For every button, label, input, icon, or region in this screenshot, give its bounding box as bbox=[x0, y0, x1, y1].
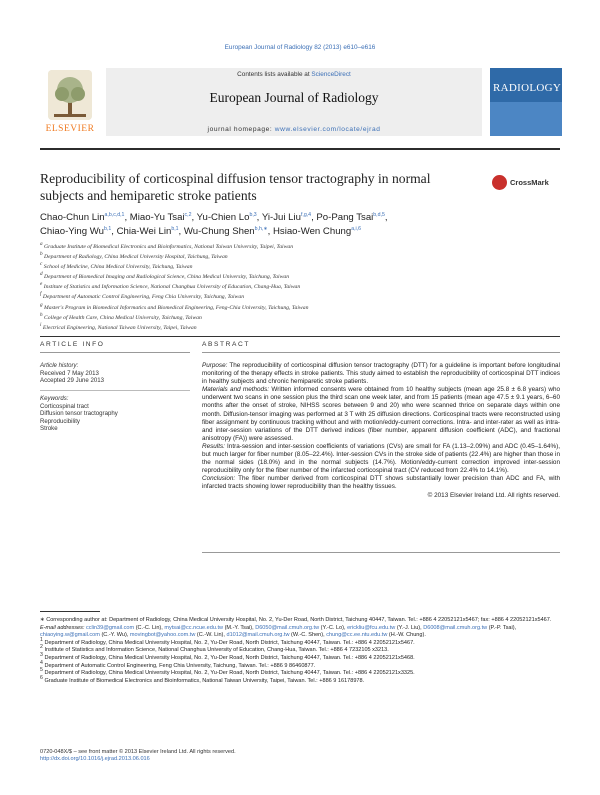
keywords-block bbox=[40, 395, 190, 433]
masthead-banner bbox=[106, 68, 482, 136]
article-history bbox=[40, 362, 190, 385]
received-date: Received 7 May 2013 bbox=[40, 369, 99, 377]
journal-homepage bbox=[106, 126, 482, 133]
issn-line: 0720-048X/$ – see front matter © 2013 Elsevier Ireland Ltd. All rights reserved. bbox=[40, 749, 236, 755]
email-link[interactable]: erickliu@fcu.edu.tw bbox=[347, 624, 396, 631]
cover-title: RADIOLOGY bbox=[493, 82, 562, 94]
crossmark-icon bbox=[492, 175, 507, 190]
author: Po-Pang Tsai$^{b,d,5}$, bbox=[316, 211, 388, 223]
affiliation: $^b$ Department of Radiology, China Medical University Hospital, Taichung, Taiwan bbox=[40, 251, 228, 261]
numbered-footnote: $^4$ Department of Automatic Control Engineering, Feng Chia University, Taichung, Taiwan. Tel.: +886 9 86460877. bbox=[40, 659, 316, 669]
doi-link[interactable]: http://dx.doi.org/10.1016/j.ejrad.2013.06.016 bbox=[40, 756, 150, 763]
journal-masthead bbox=[40, 68, 560, 138]
footnote-rule bbox=[40, 611, 100, 612]
author-list bbox=[40, 211, 560, 238]
author: Yu-Chien Lo$^{b,3}$, bbox=[196, 211, 262, 223]
affiliation: $^a$ Graduate Institute of Biomedical Electronics and Bioinformatics, National Taiwan University, Taipei, Taiwan bbox=[40, 241, 294, 250]
journal-reference[interactable]: European Journal of Radiology 82 (2013) e610–e616 bbox=[224, 44, 376, 51]
affiliation: $^g$ Master's Program in Biomedical Informatics and Biomedical Engineering, Feng-Chia University, Taichung, Taiwan bbox=[40, 301, 309, 311]
journal-cover-thumbnail bbox=[490, 68, 562, 136]
cover-graphic bbox=[490, 102, 562, 136]
contents-line bbox=[106, 71, 482, 78]
email-link[interactable]: D6008@mail.cmuh.org.tw bbox=[423, 624, 488, 631]
author: Chiao-Ying Wu$^{b,1}$, bbox=[40, 225, 117, 237]
contents-prefix: Contents lists available at bbox=[237, 71, 312, 78]
crossmark-label: CrossMark bbox=[510, 178, 549, 187]
abstract-results: Results: Intra-session and inter-session coefficients of variations (CVs) are small for FA (1.13–2.09%) and ADC (0.45–1.64%), but much larger for fiber number (8.05–22.4%). Inter-session CVs in the stroke side of patients (22.4%) are higher than those in the normal sides (18.0%) and in the normal subjects (14.7%). Motion/eddy-current correction improved inter-session reproducibility only for the fiber number of the infarcted corticospinal tract (CV reduced from 22.4% to 14.1%). bbox=[202, 442, 560, 475]
footnotes bbox=[40, 617, 560, 685]
author-affil-marker[interactable]: b,h,∗ bbox=[254, 225, 268, 232]
email-link[interactable]: mytsai@cc.ncue.edu.tw bbox=[164, 624, 224, 631]
author: Hsiao-Wen Chung$^{a,i,6}$ bbox=[272, 225, 362, 237]
email-addresses: E-mail addresses: cclin39@gmail.com (C.-C. Lin), mytsai@cc.ncue.edu.tw (M.-Y. Tsai), D6050@mail.cmuh.org.tw (Y.-C. Lo), erickliu@fcu.edu.tw (Y.-J. Liu), D6008@mail.cmuh.org.tw (P.-P. Tsai), chiaoying.w@gmail.com (C.-Y. Wu), movingbot@yahoo.com.tw (C.-W. Lin), d1012@mail.cmuh.org.tw (W.-C. Shen), chung@cc.ee.ntu.edu.tw (H.-W. Chung). bbox=[40, 624, 517, 639]
email-link[interactable]: movingbot@yahoo.com.tw bbox=[129, 632, 196, 639]
numbered-footnote: $^3$ Department of Radiology, China Medical University Hospital, No. 2, Yu-Der Road, North District, Taichung 40447, Taiwan. Tel.: +886 4 22052121x5468. bbox=[40, 652, 415, 661]
author: Chao-Chun Lin$^{a,b,c,d,1}$, bbox=[40, 211, 130, 223]
history-label: Article history: bbox=[40, 362, 79, 369]
section-divider bbox=[40, 336, 560, 337]
article-title: Reproducibility of corticospinal diffusion tensor tractography in normal subjects and hemiparetic stroke patients bbox=[40, 171, 431, 203]
abstract-conclusion: Conclusion: The fiber number derived from corticospinal DTT shows substantially lower precision than ADC and FA, with infarcted tracts showing lower reproducibility than the healthy tissues. bbox=[202, 475, 560, 491]
author: Miao-Yu Tsai$^{c,2}$, bbox=[129, 211, 197, 223]
author-affil-marker[interactable]: b,d,5 bbox=[373, 211, 385, 218]
elsevier-logo bbox=[40, 70, 100, 136]
homepage-link[interactable]: www.elsevier.com/locate/ejrad bbox=[274, 126, 381, 133]
abstract-end-rule bbox=[202, 552, 560, 553]
author-affil-marker[interactable]: b,1 bbox=[171, 225, 179, 232]
abstract-methods: Materials and methods: Written informed consents were obtained from 10 healthy subjects (mean age 25.8 ± 6.8 years) who underwent two scans in one session plus the third scan one week later, and from 15 patients (mean age 47.5 ± 9.1 years, 6–60 months after the onset of stroke, NIHSS scores between 9 and 20) who were scanned thrice on separate days within one month. Diffusion-tensor imaging was performed at 3 T with 25 diffusion directions. Corticospinal tracts were reconstructed using fiber assignment by continuous tracking without and with motion/eddy-current corrections. Intra- and inter-rater as well as intra- and inter-session variations of the DTT derived indices (fiber number, apparent diffusion coefficient (ADC), and fractional anisotropy (FA)) were assessed. bbox=[202, 386, 561, 442]
affiliation: $^c$ School of Medicine, China Medical University, Taichung, Taiwan bbox=[40, 261, 193, 271]
author-affil-marker[interactable]: a,i,6 bbox=[351, 225, 362, 232]
affiliation: $^d$ Department of Biomedical Imaging and Radiological Science, China Medical University, Taichung, Taiwan bbox=[40, 271, 290, 281]
info-divider bbox=[40, 390, 190, 391]
elsevier-tree-icon bbox=[48, 70, 92, 120]
email-link[interactable]: chiaoying.w@gmail.com bbox=[40, 632, 100, 639]
abstract-body bbox=[202, 362, 560, 500]
abstract-purpose: Purpose: The reproducibility of corticospinal diffusion tensor tractography (DTT) for a guideline is important before longitudinal monitoring of the therapy effects in stroke patients. This study aimed to establish the reproducibility of corticospinal DTT indices in healthy subjects and chronic hemiparetic stroke patients. bbox=[202, 362, 560, 386]
affiliation: $^f$ Department of Automatic Control Engineering, Feng Chia University, Taichung, Taiwan bbox=[40, 291, 245, 301]
abstract-heading: ABSTRACT bbox=[202, 341, 250, 348]
sciencedirect-link[interactable]: ScienceDirect bbox=[311, 71, 351, 78]
numbered-footnote: $^5$ Department of Radiology, China Medical University Hospital, No. 2, Yu-Der Road, North District, Taichung 40447, Taiwan. Tel.: +886 4 22052121x3325. bbox=[40, 667, 415, 677]
journal-name: European Journal of Radiology bbox=[209, 90, 379, 105]
abstract-copyright: © 2013 Elsevier Ireland Ltd. All rights reserved. bbox=[427, 491, 560, 499]
accepted-date: Accepted 29 June 2013 bbox=[40, 377, 105, 385]
crossmark-badge[interactable] bbox=[492, 175, 560, 191]
masthead-divider bbox=[40, 148, 560, 150]
author-affil-marker[interactable]: b,3 bbox=[249, 211, 257, 218]
author: Wu-Chung Shen$^{b,h,∗}$, bbox=[183, 225, 273, 237]
email-link[interactable]: d1012@mail.cmuh.org.tw bbox=[226, 632, 290, 639]
numbered-footnote: $^6$ Graduate Institute of Biomedical Electronics and Bioinformatics, National Taiwan University, Taipei, Taiwan. Tel.: +886 9 16178978. bbox=[40, 674, 365, 684]
author-affil-marker[interactable]: b,1 bbox=[104, 225, 112, 232]
affiliation: $^h$ College of Health Care, China Medical University, Taichung, Taiwan bbox=[40, 311, 202, 321]
numbered-footnote: $^1$ Department of Radiology, China Medical University Hospital, No. 2, Yu-Der Road, North District, Taichung 40447, Taiwan. Tel.: +886 4 22052121x5467. bbox=[40, 636, 415, 646]
email-link[interactable]: chung@cc.ee.ntu.edu.tw bbox=[326, 632, 388, 639]
corresponding-author-note: ∗ Corresponding author at: Department of Radiology, China Medical University Hospital, No. 2, Yu-Der Road, North District, Taichung 40447, Taiwan. Tel.: +886 4 22052121x5467; fax: +886 4 22052121x5467. bbox=[40, 617, 552, 623]
abstract-rule bbox=[202, 352, 560, 353]
keyword: Reproducibility bbox=[40, 417, 80, 425]
keyword: Corticospinal tract bbox=[40, 402, 89, 410]
homepage-prefix: journal homepage: bbox=[207, 126, 275, 133]
publisher-name: ELSEVIER bbox=[45, 124, 95, 134]
author: Yi-Jui Liu$^{f,g,4}$, bbox=[261, 211, 317, 223]
front-matter-footer bbox=[40, 749, 560, 764]
email-link[interactable]: cclin39@gmail.com bbox=[85, 624, 135, 631]
article-info-rule bbox=[40, 352, 190, 353]
keyword: Stroke bbox=[40, 425, 58, 433]
author: Chia-Wei Lin$^{b,1}$, bbox=[116, 225, 184, 237]
keywords-label: Keywords: bbox=[40, 395, 69, 402]
author-affil-marker[interactable]: c,2 bbox=[184, 211, 192, 218]
article-info-heading: ARTICLE INFO bbox=[40, 341, 105, 348]
keyword: Diffusion tensor tractography bbox=[40, 410, 118, 418]
author-affil-marker[interactable]: f,g,4 bbox=[300, 211, 312, 218]
author-affil-marker[interactable]: a,b,c,d,1 bbox=[104, 211, 125, 218]
affiliation: $^e$ Institute of Statistics and Information Science, National Changhua University of Education, Chang-Hua, Taiwan bbox=[40, 281, 301, 291]
affiliation-list bbox=[40, 242, 560, 333]
numbered-footnote: $^2$ Institute of Statistics and Information Science, National Changhua University of Education, Chang-Hua, Taiwan. Tel.: +886 4 7232105 x3213. bbox=[40, 644, 389, 654]
email-link[interactable]: D6050@mail.cmuh.org.tw bbox=[255, 624, 320, 631]
affiliation: $^i$ Electrical Engineering, National Taiwan University, Taipei, Taiwan bbox=[40, 321, 197, 331]
